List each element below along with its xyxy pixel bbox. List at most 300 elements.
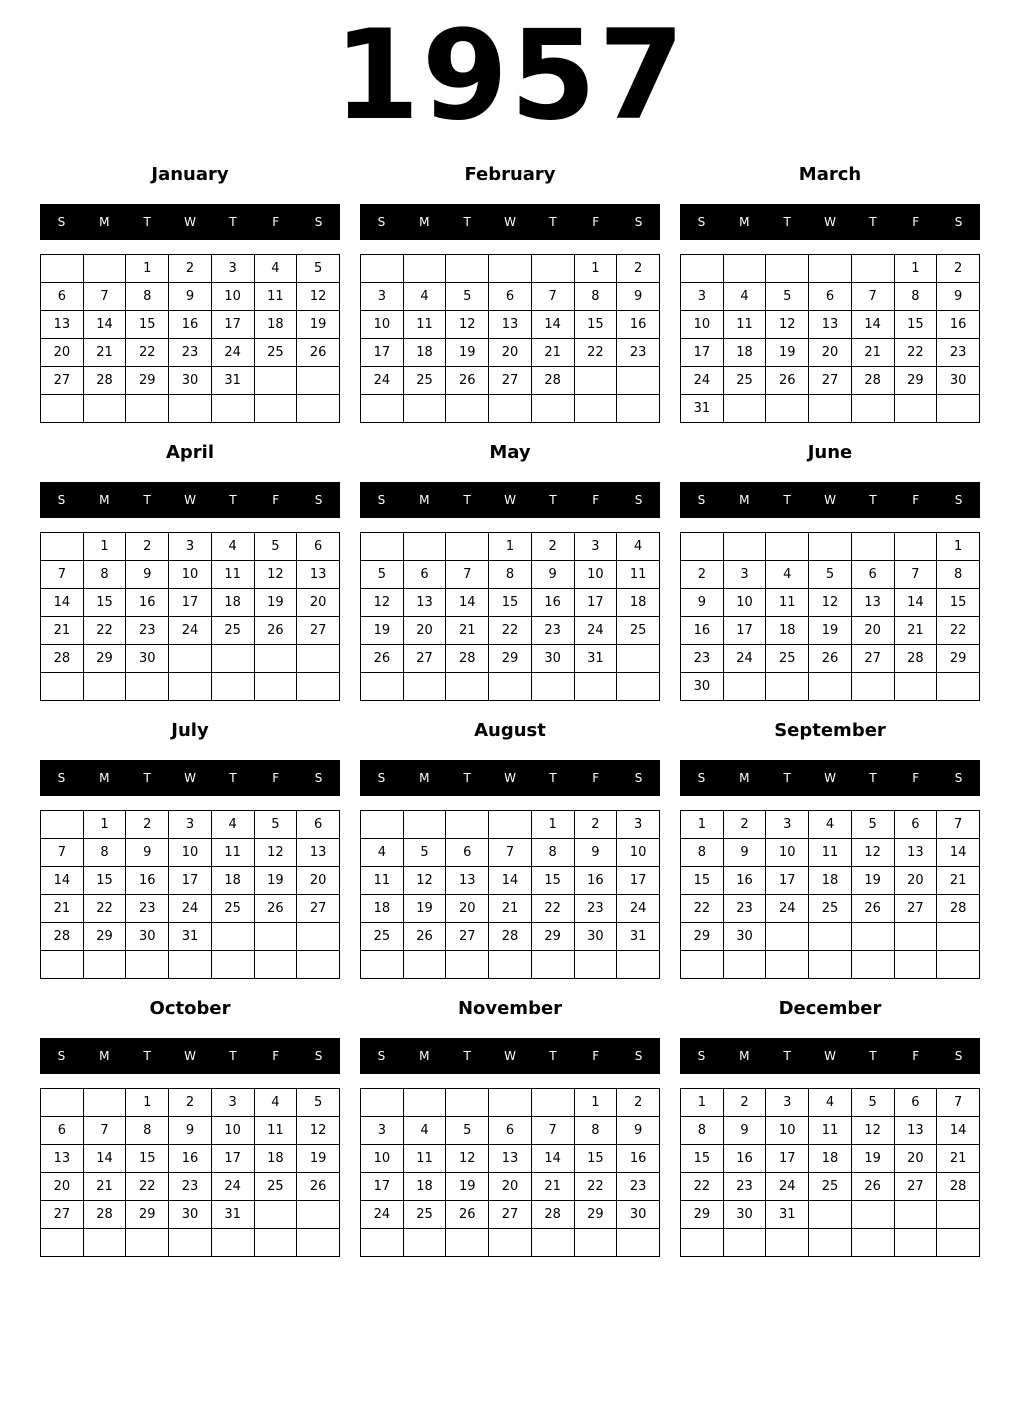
day-cell: 12 [254, 561, 297, 589]
weekday-label: T [229, 215, 237, 229]
day-cell: 1 [83, 533, 126, 561]
weekday-label: F [272, 771, 280, 785]
day-grid [360, 810, 660, 979]
day-cell: 11 [211, 839, 254, 867]
weekday-label: S [954, 215, 963, 229]
day-cell: 12 [851, 1117, 894, 1145]
week-row [681, 339, 980, 367]
week-row [681, 1173, 980, 1201]
empty-cell [937, 923, 980, 951]
day-cell: 26 [851, 895, 894, 923]
empty-cell [297, 1229, 340, 1257]
empty-cell [446, 395, 489, 423]
day-cell: 17 [169, 867, 212, 895]
weekday-label: T [143, 771, 151, 785]
week-row [41, 533, 340, 561]
empty-cell [531, 673, 574, 701]
day-cell: 20 [851, 617, 894, 645]
day-cell: 20 [403, 617, 446, 645]
day-cell: 20 [489, 1173, 532, 1201]
day-cell: 23 [574, 895, 617, 923]
day-cell: 7 [446, 561, 489, 589]
day-cell: 24 [766, 895, 809, 923]
day-cell: 17 [681, 339, 724, 367]
week-row [681, 645, 980, 673]
weekday-label: S [57, 1049, 66, 1063]
day-cell: 6 [297, 811, 340, 839]
weekday-header [360, 760, 660, 796]
week-row [41, 1089, 340, 1117]
day-cell: 18 [766, 617, 809, 645]
weekday-label: W [184, 493, 196, 507]
day-cell: 30 [723, 923, 766, 951]
empty-cell [169, 673, 212, 701]
day-cell: 24 [169, 895, 212, 923]
weekday-label: T [229, 493, 237, 507]
week-row [361, 1117, 660, 1145]
empty-cell [937, 673, 980, 701]
day-cell: 1 [489, 533, 532, 561]
day-cell: 22 [937, 617, 980, 645]
day-cell: 3 [574, 533, 617, 561]
day-cell: 9 [937, 283, 980, 311]
weekday-label: F [912, 215, 920, 229]
day-cell: 25 [617, 617, 660, 645]
day-cell: 27 [489, 1201, 532, 1229]
day-cell: 9 [574, 839, 617, 867]
day-grid [40, 532, 340, 701]
day-cell: 23 [126, 895, 169, 923]
day-cell: 16 [681, 617, 724, 645]
day-cell: 10 [361, 1145, 404, 1173]
weekday-label: T [229, 1049, 237, 1063]
day-cell: 30 [937, 367, 980, 395]
weekday-label: T [143, 215, 151, 229]
day-cell: 6 [489, 1117, 532, 1145]
day-cell: 6 [41, 1117, 84, 1145]
day-cell: 11 [766, 589, 809, 617]
day-cell: 31 [681, 395, 724, 423]
empty-cell [126, 673, 169, 701]
empty-cell [41, 951, 84, 979]
day-cell: 7 [83, 1117, 126, 1145]
weekday-header [680, 204, 980, 240]
day-cell: 2 [723, 1089, 766, 1117]
weekday-header [360, 1038, 660, 1074]
day-cell: 20 [297, 589, 340, 617]
day-cell: 11 [809, 839, 852, 867]
day-cell: 1 [681, 1089, 724, 1117]
day-cell: 27 [894, 895, 937, 923]
day-cell: 4 [254, 255, 297, 283]
day-cell: 12 [766, 311, 809, 339]
day-cell: 27 [851, 645, 894, 673]
day-cell: 8 [83, 839, 126, 867]
empty-cell [894, 533, 937, 561]
day-cell: 6 [851, 561, 894, 589]
empty-cell [41, 673, 84, 701]
day-cell: 8 [937, 561, 980, 589]
day-cell: 5 [446, 1117, 489, 1145]
week-row [41, 895, 340, 923]
day-cell: 23 [723, 1173, 766, 1201]
day-cell: 10 [723, 589, 766, 617]
week-row [41, 867, 340, 895]
day-cell: 13 [489, 311, 532, 339]
day-cell: 24 [723, 645, 766, 673]
weekday-label: M [99, 215, 110, 229]
weekday-header [40, 204, 340, 240]
day-cell: 14 [83, 311, 126, 339]
day-cell: 6 [297, 533, 340, 561]
empty-cell [297, 923, 340, 951]
empty-cell [489, 673, 532, 701]
month-name: January [151, 164, 229, 185]
day-cell: 16 [723, 867, 766, 895]
empty-cell [617, 645, 660, 673]
day-cell: 18 [211, 867, 254, 895]
day-cell: 4 [723, 283, 766, 311]
empty-cell [809, 923, 852, 951]
day-cell: 15 [574, 311, 617, 339]
empty-cell [489, 1229, 532, 1257]
day-cell: 22 [83, 617, 126, 645]
day-cell: 15 [531, 867, 574, 895]
day-cell: 11 [361, 867, 404, 895]
week-row [361, 283, 660, 311]
empty-cell [361, 1089, 404, 1117]
weekday-label: T [783, 493, 791, 507]
week-row [681, 951, 980, 979]
week-row [361, 561, 660, 589]
week-row [681, 561, 980, 589]
weekday-label: T [783, 771, 791, 785]
day-cell: 4 [809, 811, 852, 839]
day-cell: 15 [937, 589, 980, 617]
empty-cell [446, 811, 489, 839]
day-cell: 5 [851, 811, 894, 839]
week-row [681, 811, 980, 839]
week-row [361, 395, 660, 423]
day-cell: 21 [83, 1173, 126, 1201]
day-cell: 14 [41, 867, 84, 895]
day-cell: 27 [297, 617, 340, 645]
day-cell: 10 [211, 283, 254, 311]
weekday-label: T [783, 215, 791, 229]
day-cell: 13 [489, 1145, 532, 1173]
week-row [361, 867, 660, 895]
weekday-label: W [184, 1049, 196, 1063]
day-cell: 25 [211, 617, 254, 645]
day-cell: 14 [531, 311, 574, 339]
day-cell: 13 [297, 561, 340, 589]
empty-cell [809, 673, 852, 701]
empty-cell [446, 673, 489, 701]
day-cell: 1 [83, 811, 126, 839]
day-cell: 18 [809, 867, 852, 895]
day-cell: 5 [361, 561, 404, 589]
week-row [361, 1089, 660, 1117]
empty-cell [766, 951, 809, 979]
day-cell: 18 [211, 589, 254, 617]
day-cell: 7 [937, 1089, 980, 1117]
day-cell: 7 [83, 283, 126, 311]
week-row [361, 1145, 660, 1173]
day-cell: 18 [254, 1145, 297, 1173]
week-row [41, 311, 340, 339]
day-cell: 20 [894, 867, 937, 895]
day-cell: 29 [574, 1201, 617, 1229]
day-cell: 10 [617, 839, 660, 867]
week-row [41, 673, 340, 701]
week-row [361, 617, 660, 645]
day-cell: 31 [574, 645, 617, 673]
empty-cell [766, 395, 809, 423]
day-cell: 5 [403, 839, 446, 867]
weekday-label: S [697, 493, 706, 507]
week-row [681, 533, 980, 561]
day-cell: 9 [169, 1117, 212, 1145]
day-grid [680, 1088, 980, 1257]
empty-cell [254, 923, 297, 951]
weekday-label: W [824, 1049, 836, 1063]
day-cell: 22 [126, 1173, 169, 1201]
empty-cell [403, 533, 446, 561]
day-cell: 1 [937, 533, 980, 561]
weekday-label: M [419, 1049, 430, 1063]
empty-cell [83, 951, 126, 979]
day-cell: 17 [574, 589, 617, 617]
weekday-label: F [592, 493, 600, 507]
weekday-header [680, 1038, 980, 1074]
day-cell: 22 [83, 895, 126, 923]
weekday-label: W [184, 771, 196, 785]
weekday-label: F [592, 215, 600, 229]
day-cell: 25 [211, 895, 254, 923]
day-cell: 23 [617, 1173, 660, 1201]
day-cell: 2 [723, 811, 766, 839]
weekday-label: F [912, 771, 920, 785]
month-name: February [464, 164, 556, 185]
day-cell: 26 [809, 645, 852, 673]
weekday-label: M [99, 493, 110, 507]
day-cell: 8 [894, 283, 937, 311]
day-cell: 23 [617, 339, 660, 367]
day-cell: 30 [531, 645, 574, 673]
day-cell: 27 [489, 367, 532, 395]
weekday-label: F [912, 493, 920, 507]
weekday-label: M [419, 493, 430, 507]
day-cell: 8 [126, 1117, 169, 1145]
day-cell: 17 [617, 867, 660, 895]
day-cell: 10 [766, 1117, 809, 1145]
day-cell: 12 [361, 589, 404, 617]
day-cell: 25 [361, 923, 404, 951]
day-cell: 28 [531, 1201, 574, 1229]
month-name: October [149, 998, 231, 1019]
day-cell: 27 [894, 1173, 937, 1201]
empty-cell [41, 1229, 84, 1257]
day-cell: 5 [851, 1089, 894, 1117]
empty-cell [254, 367, 297, 395]
weekday-label: S [954, 771, 963, 785]
day-cell: 11 [403, 1145, 446, 1173]
day-cell: 1 [574, 255, 617, 283]
empty-cell [723, 673, 766, 701]
day-cell: 21 [41, 617, 84, 645]
day-cell: 6 [894, 1089, 937, 1117]
empty-cell [809, 533, 852, 561]
day-cell: 29 [681, 923, 724, 951]
empty-cell [446, 951, 489, 979]
day-cell: 19 [446, 339, 489, 367]
empty-cell [254, 645, 297, 673]
weekday-label: W [504, 215, 516, 229]
empty-cell [361, 673, 404, 701]
day-grid [680, 810, 980, 979]
empty-cell [531, 1089, 574, 1117]
day-cell: 9 [126, 561, 169, 589]
weekday-header [40, 482, 340, 518]
day-cell: 13 [809, 311, 852, 339]
empty-cell [894, 951, 937, 979]
day-cell: 25 [254, 339, 297, 367]
empty-cell [809, 951, 852, 979]
day-cell: 20 [297, 867, 340, 895]
day-cell: 9 [617, 283, 660, 311]
day-cell: 23 [531, 617, 574, 645]
day-cell: 15 [126, 1145, 169, 1173]
day-cell: 8 [574, 1117, 617, 1145]
empty-cell [851, 923, 894, 951]
empty-cell [766, 255, 809, 283]
empty-cell [211, 645, 254, 673]
empty-cell [211, 951, 254, 979]
day-cell: 7 [531, 283, 574, 311]
day-cell: 3 [169, 811, 212, 839]
day-cell: 19 [809, 617, 852, 645]
empty-cell [169, 645, 212, 673]
day-cell: 5 [809, 561, 852, 589]
day-cell: 17 [361, 1173, 404, 1201]
week-row [681, 1089, 980, 1117]
empty-cell [937, 395, 980, 423]
weekday-header [360, 482, 660, 518]
empty-cell [361, 533, 404, 561]
day-cell: 5 [254, 533, 297, 561]
day-cell: 29 [531, 923, 574, 951]
week-row [41, 1229, 340, 1257]
weekday-label: M [99, 1049, 110, 1063]
empty-cell [361, 811, 404, 839]
empty-cell [83, 673, 126, 701]
day-cell: 21 [41, 895, 84, 923]
weekday-label: T [143, 493, 151, 507]
day-cell: 28 [894, 645, 937, 673]
empty-cell [297, 673, 340, 701]
week-row [41, 811, 340, 839]
week-row [41, 1201, 340, 1229]
empty-cell [894, 673, 937, 701]
day-cell: 29 [681, 1201, 724, 1229]
day-cell: 2 [169, 255, 212, 283]
day-cell: 30 [169, 1201, 212, 1229]
day-grid [680, 254, 980, 423]
day-grid [360, 254, 660, 423]
day-cell: 14 [531, 1145, 574, 1173]
day-cell: 22 [894, 339, 937, 367]
day-cell: 2 [681, 561, 724, 589]
day-cell: 4 [766, 561, 809, 589]
week-row [681, 1201, 980, 1229]
day-cell: 11 [254, 283, 297, 311]
empty-cell [809, 395, 852, 423]
day-cell: 20 [41, 339, 84, 367]
day-cell: 16 [723, 1145, 766, 1173]
day-cell: 21 [851, 339, 894, 367]
day-cell: 19 [254, 589, 297, 617]
week-row [41, 561, 340, 589]
week-row [41, 1145, 340, 1173]
day-cell: 19 [254, 867, 297, 895]
day-cell: 9 [126, 839, 169, 867]
day-cell: 10 [681, 311, 724, 339]
weekday-label: T [783, 1049, 791, 1063]
day-cell: 21 [937, 1145, 980, 1173]
empty-cell [531, 395, 574, 423]
week-row [41, 283, 340, 311]
day-cell: 11 [809, 1117, 852, 1145]
day-cell: 22 [531, 895, 574, 923]
week-row [681, 895, 980, 923]
day-cell: 12 [446, 1145, 489, 1173]
week-row [361, 255, 660, 283]
day-cell: 25 [766, 645, 809, 673]
day-cell: 18 [361, 895, 404, 923]
weekday-label: S [314, 215, 323, 229]
empty-cell [403, 951, 446, 979]
weekday-header [680, 760, 980, 796]
day-grid [360, 532, 660, 701]
day-cell: 28 [83, 1201, 126, 1229]
day-cell: 4 [254, 1089, 297, 1117]
day-cell: 12 [851, 839, 894, 867]
day-cell: 22 [574, 339, 617, 367]
day-cell: 10 [169, 839, 212, 867]
empty-cell [937, 951, 980, 979]
empty-cell [574, 951, 617, 979]
weekday-label: S [954, 493, 963, 507]
weekday-label: T [549, 771, 557, 785]
day-cell: 7 [531, 1117, 574, 1145]
weekday-label: W [184, 215, 196, 229]
day-cell: 9 [681, 589, 724, 617]
empty-cell [809, 1201, 852, 1229]
weekday-label: S [314, 493, 323, 507]
weekday-label: S [314, 771, 323, 785]
empty-cell [894, 1201, 937, 1229]
day-grid [40, 1088, 340, 1257]
day-cell: 23 [937, 339, 980, 367]
day-cell: 29 [126, 1201, 169, 1229]
day-cell: 17 [211, 1145, 254, 1173]
empty-cell [297, 395, 340, 423]
day-cell: 3 [211, 255, 254, 283]
day-cell: 31 [169, 923, 212, 951]
weekday-label: T [143, 1049, 151, 1063]
day-cell: 2 [126, 533, 169, 561]
weekday-label: W [824, 493, 836, 507]
